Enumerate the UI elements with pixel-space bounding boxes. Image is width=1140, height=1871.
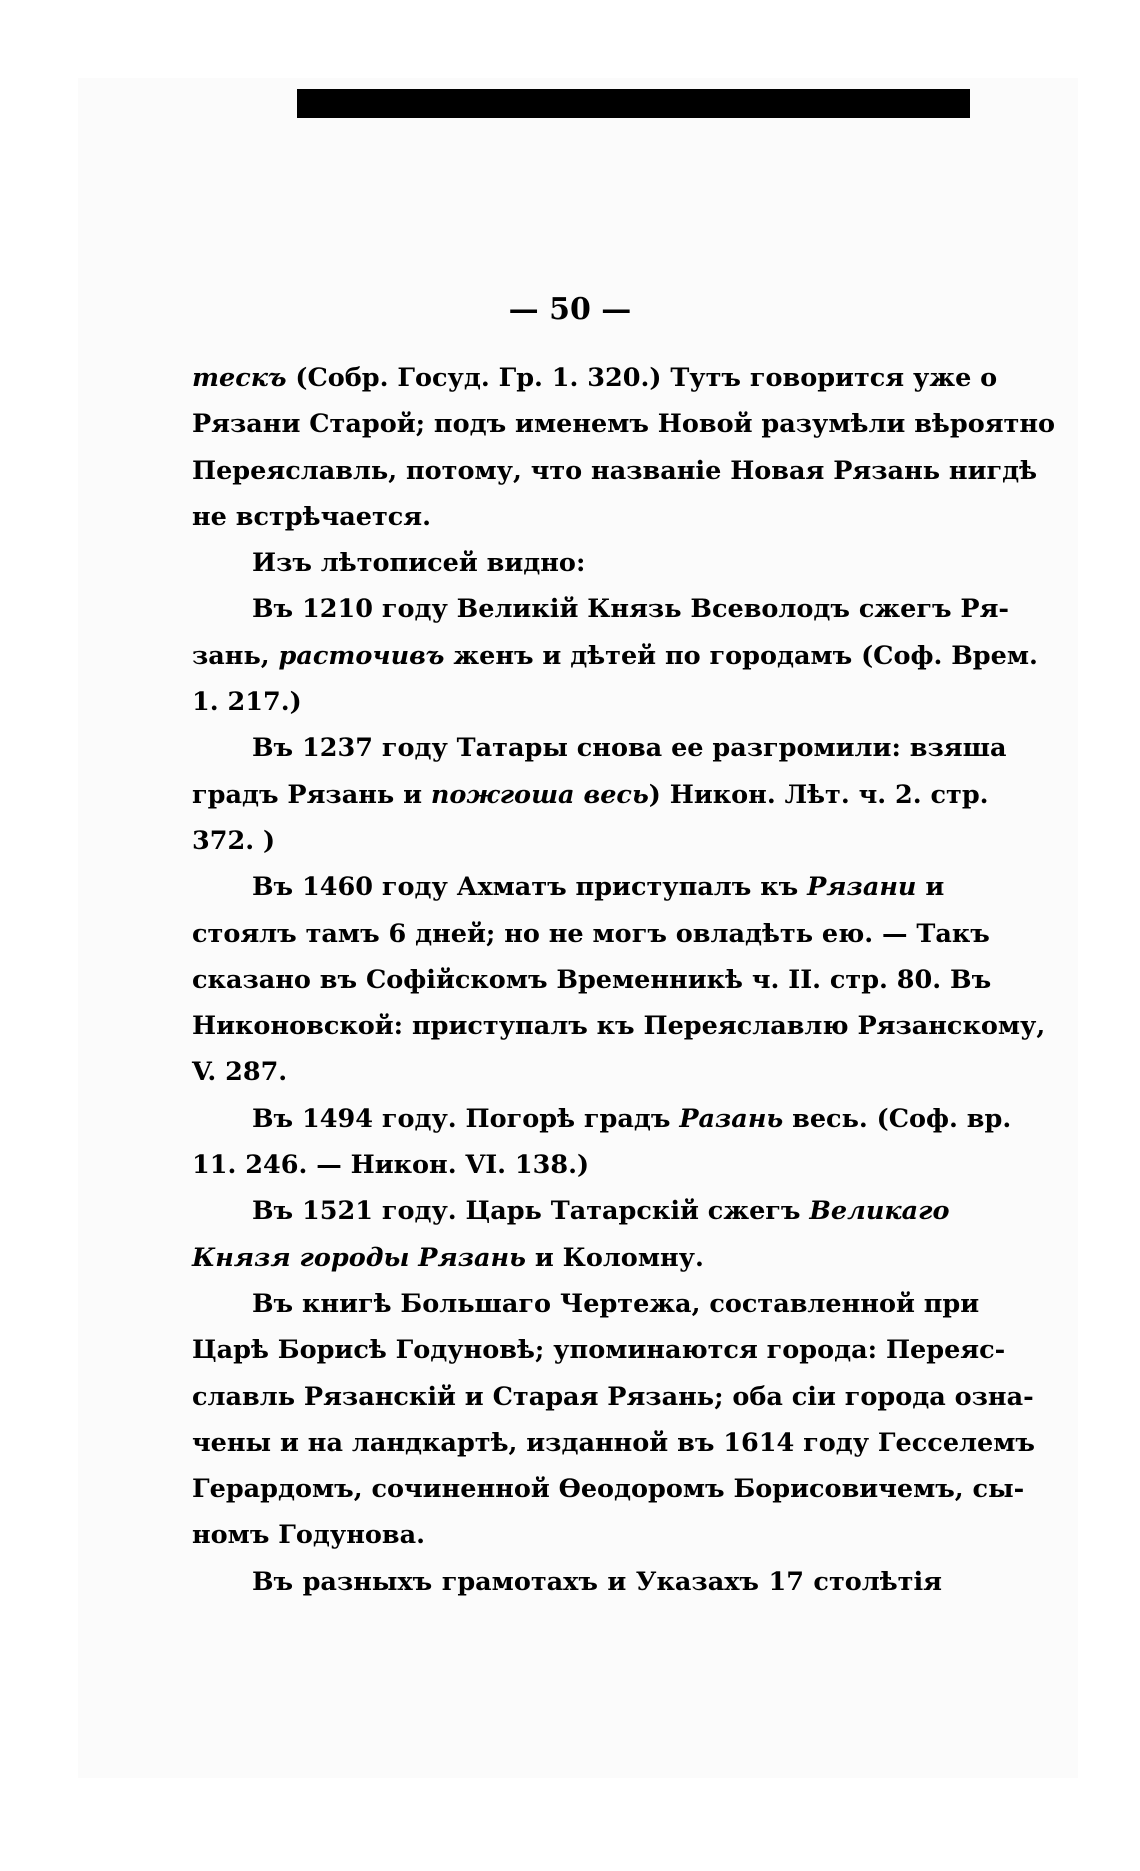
text-line-4: не встрѣчается. (192, 501, 432, 532)
text-line-12: Въ 1460 году Ахматъ приступалъ къ Рязани и (252, 872, 945, 903)
text-line-6: Въ 1210 году Великій Князь Всеволодъ сжегъ Ря- (252, 594, 1010, 625)
text-line-21: Въ книгѣ Большаго Чертежа, составленной при (252, 1288, 980, 1319)
text-line-5: Изъ лѣтописей видно: (252, 548, 586, 579)
page-number: — 50 — (508, 292, 632, 327)
text-line-19: Въ 1521 году. Царь Татарскій сжегъ Великаго (252, 1196, 950, 1227)
text-line-2: Рязани Старой; подъ именемъ Новой разумѣли вѣроятно (192, 409, 1056, 440)
body-text (192, 355, 1056, 1605)
text-line-27: Въ разныхъ грамотахъ и Указахъ 17 столѣтія (252, 1566, 942, 1597)
text-line-10: градъ Рязань и пожгоша весь) Никон. Лѣт. ч. 2. стр. (192, 779, 989, 810)
text-line-13: стоялъ тамъ 6 дней; но не могъ овладѣть ею. — Такъ (192, 918, 990, 949)
text-line-17: Въ 1494 году. Погорѣ градъ Разань весь. (Соф. вр. (252, 1103, 1012, 1134)
text-line-24: чены и на ландкартѣ, изданной въ 1614 году Гесселемъ (192, 1427, 1035, 1458)
text-line-20: Князя городы Рязань и Коломну. (192, 1242, 704, 1273)
text-line-16: V. 287. (192, 1057, 288, 1088)
text-line-11: 372. ) (192, 825, 276, 856)
text-line-8: 1. 217.) (192, 687, 302, 718)
text-line-23: славль Рязанскій и Старая Рязань; оба сіи города озна- (192, 1381, 1034, 1412)
text-line-22: Царѣ Борисѣ Годуновѣ; упоминаются города: Переяс- (192, 1335, 1006, 1366)
text-line-14: сказано въ Софійскомъ Временникѣ ч. II. стр. 80. Въ (192, 964, 992, 995)
text-line-15: Никоновской: приступалъ къ Переяславлю Рязанскому, (192, 1011, 1046, 1042)
text-line-9: Въ 1237 году Татары снова ее разгромили: взяша (252, 733, 1007, 764)
text-line-3: Переяславль, потому, что названіе Новая Рязань нигдѣ (192, 455, 1038, 486)
text-line-18: 11. 246. — Никон. VI. 138.) (192, 1150, 590, 1181)
text-line-1: тескъ (Собр. Госуд. Гр. 1. 320.) Тутъ говорится уже о (192, 363, 998, 393)
text-line-26: номъ Годунова. (192, 1520, 425, 1551)
text-line-25: Герардомъ, сочиненной Ѳеодоромъ Борисовичемъ, сы- (192, 1474, 1025, 1505)
header-rule (297, 89, 970, 118)
text-line-7: зань, расточивъ женъ и дѣтей по городамъ (Соф. Врем. (192, 640, 1038, 671)
